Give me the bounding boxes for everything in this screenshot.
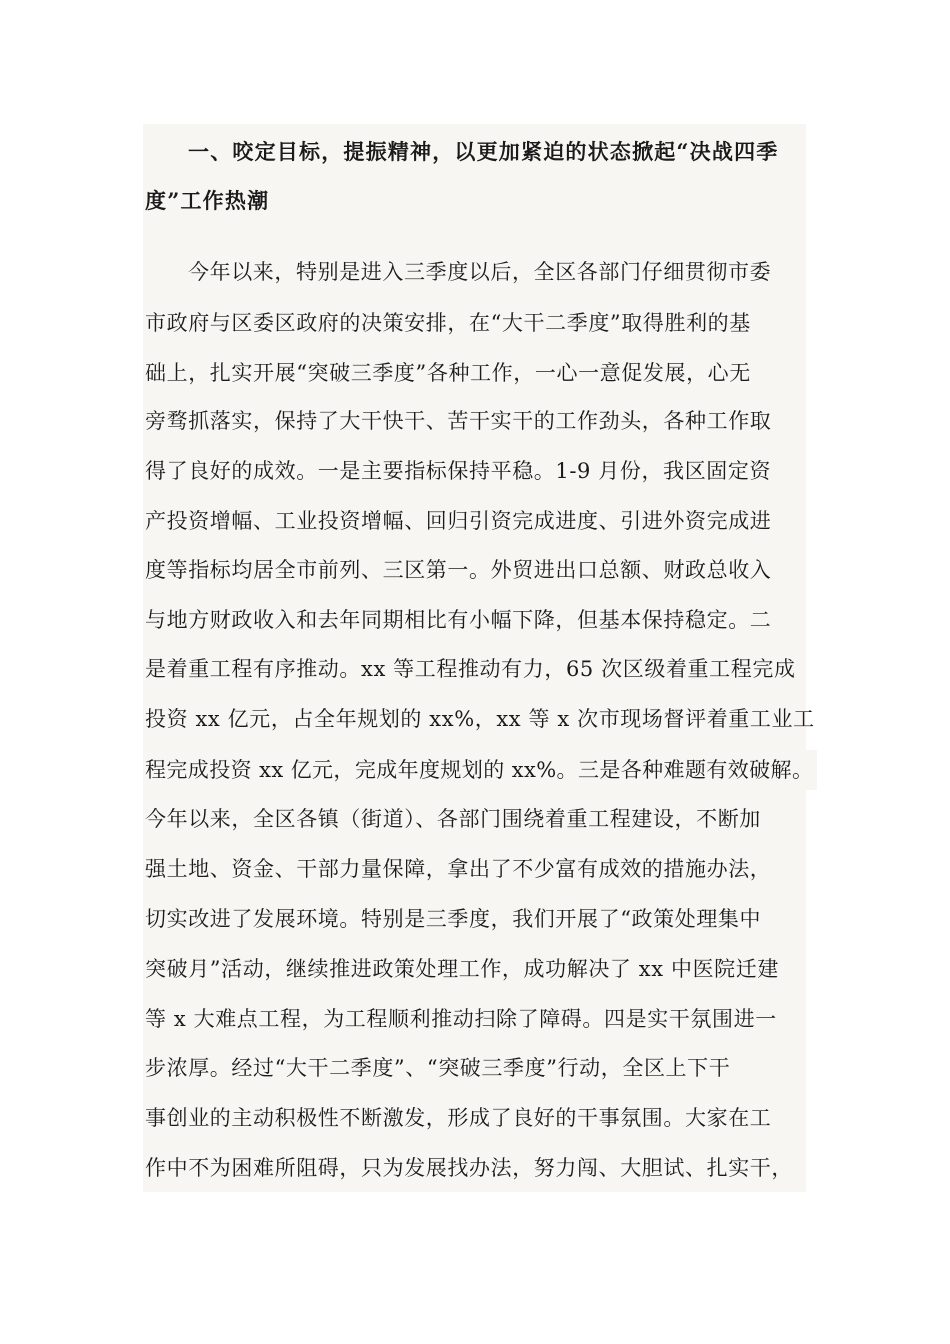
- paragraph-line: 今年以来，全区各镇（街道）、各部门围绕着重工程建设，不断加: [145, 807, 761, 831]
- paragraph-line: 作中不为困难所阻碍，只为发展找办法，努力闯、大胆试、扎实干，: [145, 1156, 793, 1180]
- paragraph-line: 市政府与区委区政府的决策安排，在“大干二季度”取得胜利的基: [145, 311, 751, 335]
- paragraph-line: 步浓厚。经过“大干二季度”、“突破三季度”行动，全区上下干: [145, 1056, 731, 1080]
- paragraph-line: 程完成投资 xx 亿元，完成年度规划的 xx%。三是各种难题有效破解。: [145, 758, 814, 782]
- paragraph-line: 旁骛抓落实，保持了大干快干、苦干实干的工作劲头，各种工作取: [145, 409, 772, 433]
- paragraph-line: 等 x 大难点工程，为工程顺利推动扫除了障碍。四是实干氛围进一: [145, 1007, 777, 1031]
- paragraph-line: 突破月”活动，继续推进政策处理工作，成功解决了 xx 中医院迁建: [145, 957, 779, 981]
- paragraph-line: 切实改进了发展环境。特别是三季度，我们开展了“政策处理集中: [145, 907, 762, 931]
- paragraph-line: 与地方财政收入和去年同期相比有小幅下降，但基本保持稳定。二: [145, 608, 772, 632]
- paragraph-line: 今年以来，特别是进入三季度以后，全区各部门仔细贯彻市委: [188, 260, 772, 284]
- section-heading-line-2: 度”工作热潮: [145, 188, 270, 213]
- paragraph-line: 产投资增幅、工业投资增幅、回归引资完成进度、引进外资完成进: [145, 509, 772, 533]
- paragraph-line: 强土地、资金、干部力量保障，拿出了不少富有成效的措施办法，: [145, 857, 772, 881]
- paragraph-line: 投资 xx 亿元，占全年规划的 xx%，xx 等 x 次市现场督评着重工业工: [145, 707, 815, 731]
- paragraph-line: 础上，扎实开展“突破三季度”各种工作，一心一意促发展，心无: [145, 361, 751, 385]
- section-heading-line-1: 一、咬定目标，提振精神，以更加紧迫的状态掀起“决战四季: [188, 139, 779, 164]
- paragraph-line: 得了良好的成效。一是主要指标保持平稳。1-9 月份，我区固定资: [145, 459, 772, 483]
- paragraph-line: 是着重工程有序推动。xx 等工程推动有力，65 次区级着重工程完成: [145, 657, 796, 681]
- paragraph-line: 事创业的主动积极性不断激发，形成了良好的干事氛围。大家在工: [145, 1106, 772, 1130]
- paragraph-line: 度等指标均居全市前列、三区第一。外贸进出口总额、财政总收入: [145, 558, 772, 582]
